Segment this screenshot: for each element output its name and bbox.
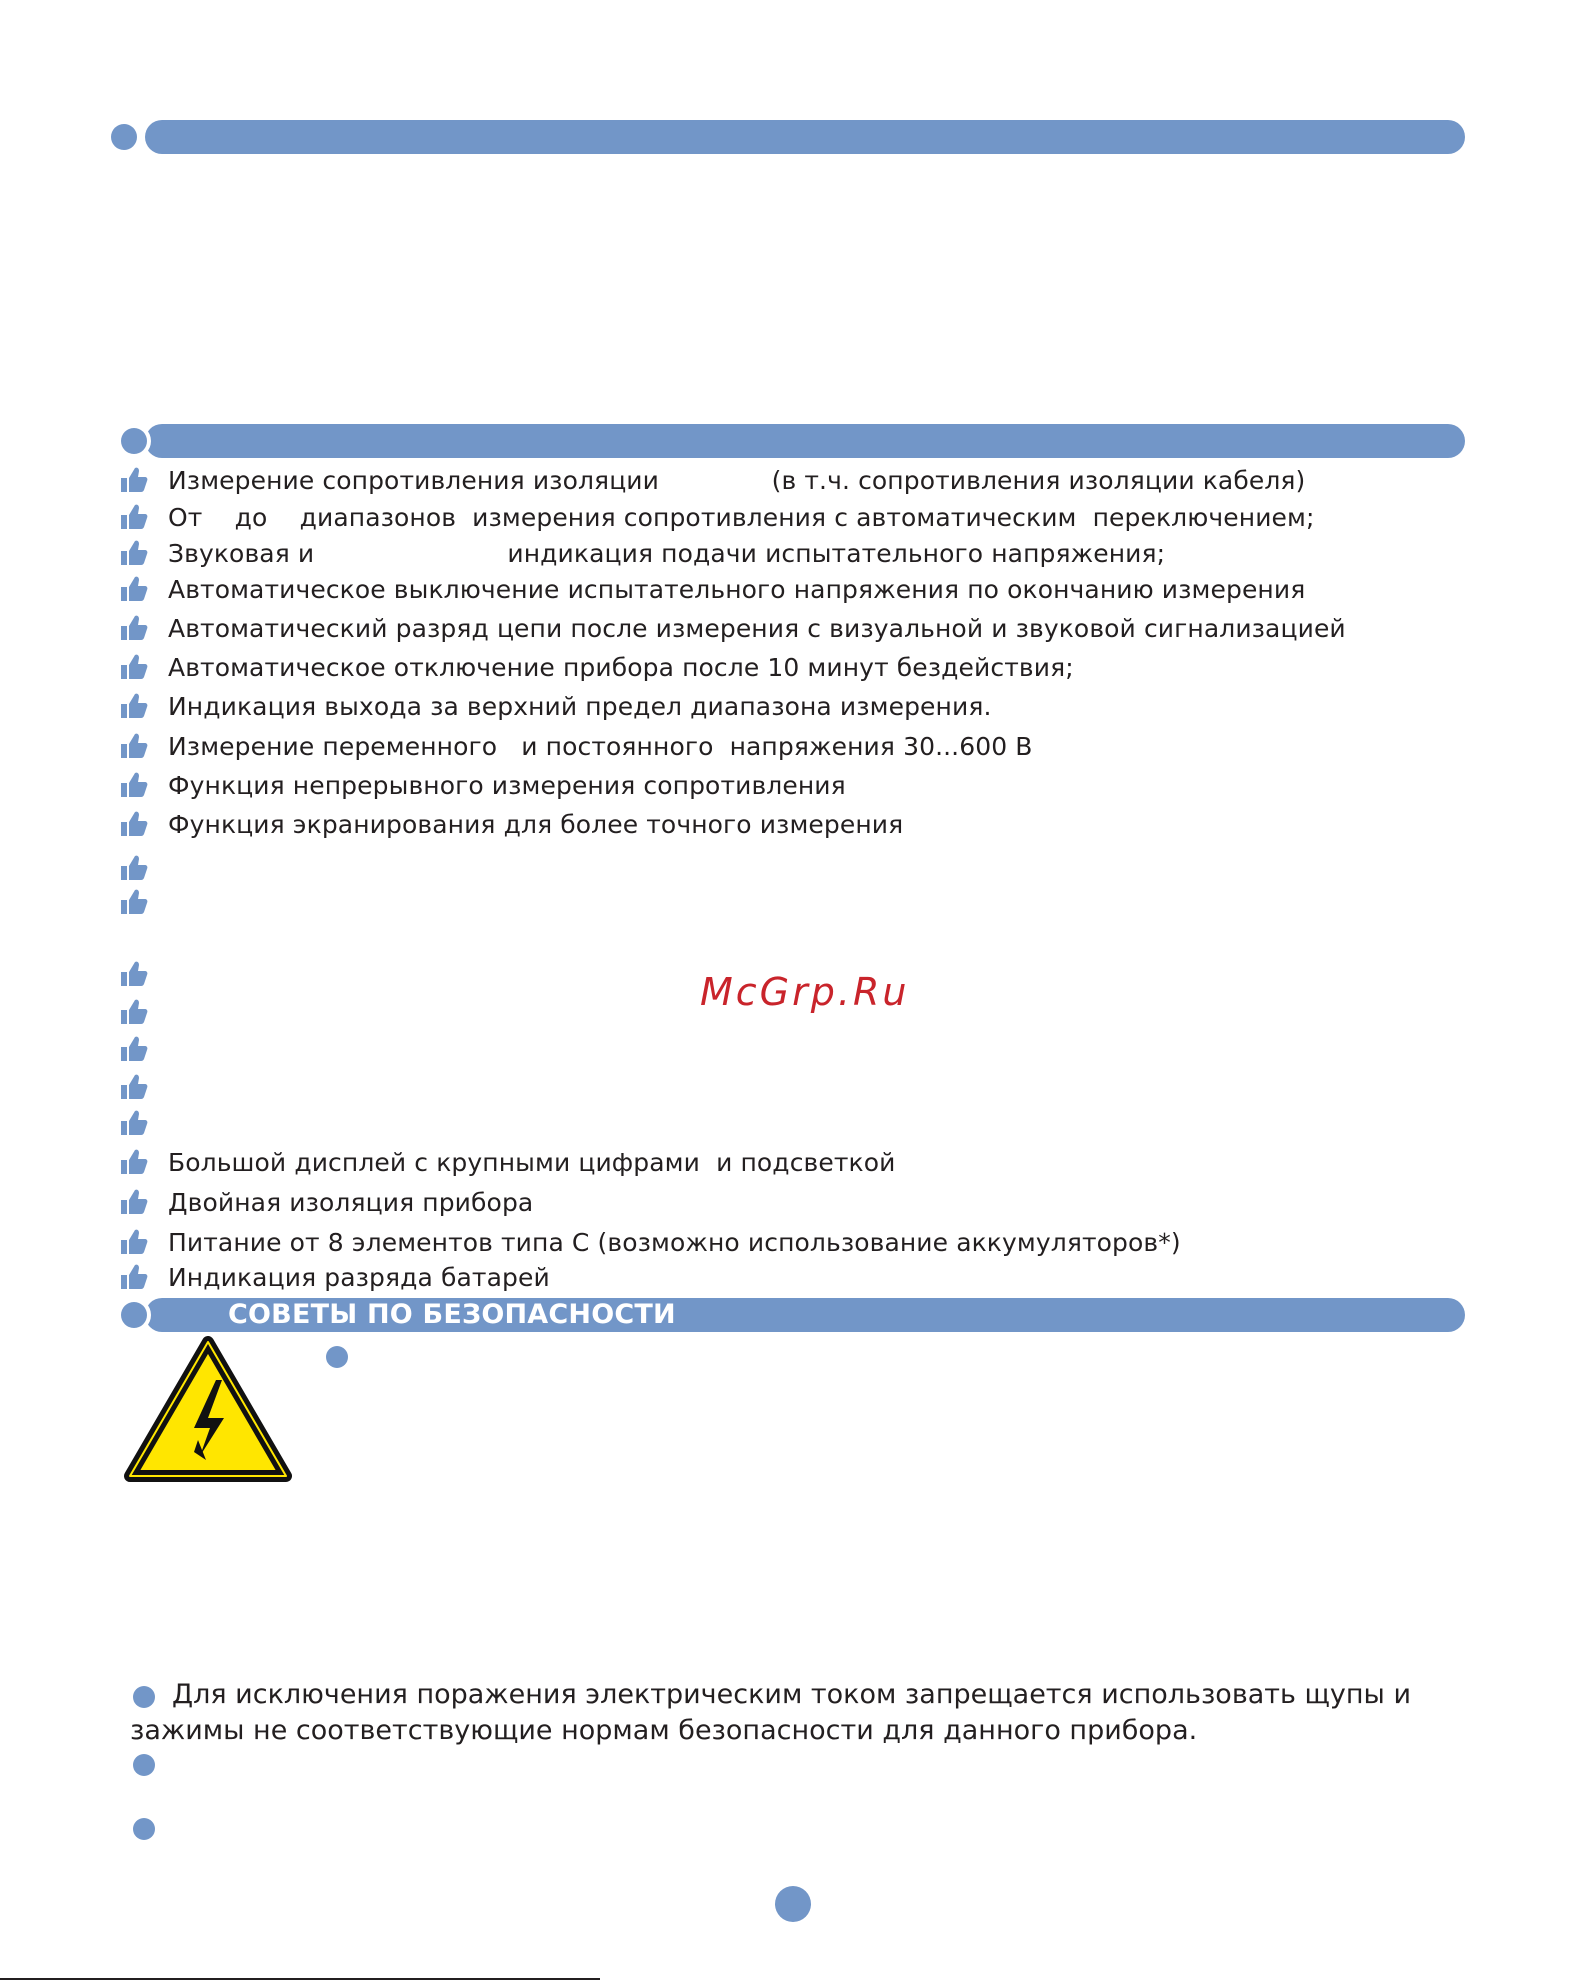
feature-item (118, 729, 1033, 763)
section-bar-features (145, 424, 1465, 458)
thumbs-up-icon (118, 1072, 148, 1102)
feature-item (118, 807, 903, 841)
safety-bullet-0 (326, 1346, 348, 1368)
feature-text: Функция непрерывного измерения сопротивления (168, 770, 846, 800)
section-bar-1 (145, 120, 1465, 154)
feature-text: Функция экранирования для более точного измерения (168, 809, 904, 839)
thumbs-up-icon (118, 691, 148, 721)
thumbs-up-icon (118, 613, 148, 643)
feature-text: Двойная изоляция прибора (168, 1187, 534, 1217)
feature-text: Звуковая и индикация подачи испытательного напряжения; (168, 538, 1166, 568)
thumbs-up-icon (118, 853, 148, 883)
thumbs-up-icon (118, 538, 148, 568)
feature-item (118, 1106, 168, 1140)
safety-bullet-3 (133, 1818, 155, 1840)
thumbs-up-icon (118, 997, 148, 1027)
thumbs-up-icon (118, 809, 148, 839)
high-voltage-warning-icon (124, 1336, 292, 1482)
thumbs-up-icon (118, 1262, 148, 1292)
page-number-dot (775, 1886, 811, 1922)
feature-text: Питание от 8 элементов типа С (возможно использование аккумуляторов*) (168, 1227, 1181, 1257)
section-dot-features (121, 428, 147, 454)
thumbs-up-icon (118, 959, 148, 989)
thumbs-up-icon (118, 502, 148, 532)
section-dot-1 (111, 124, 137, 150)
feature-item (118, 1070, 168, 1104)
feature-item (118, 768, 846, 802)
feature-item (118, 463, 1305, 497)
feature-text: Измерение сопротивления изоляции (в т.ч. сопротивления изоляции кабеля) (168, 465, 1306, 495)
section-dot-safety (121, 1302, 147, 1328)
feature-item (118, 995, 168, 1029)
thumbs-up-icon (118, 770, 148, 800)
feature-item (118, 689, 992, 723)
safety-section-title: СОВЕТЫ ПО БЕЗОПАСНОСТИ (228, 1299, 676, 1330)
feature-item (118, 650, 1074, 684)
footer-line (0, 1978, 600, 1980)
thumbs-up-icon (118, 1034, 148, 1064)
feature-text: Индикация разряда батарей (168, 1262, 550, 1292)
feature-text: Автоматическое отключение прибора после 10 минут бездействия; (168, 652, 1074, 682)
feature-item (118, 885, 168, 919)
feature-text: Измерение переменного и постоянного напряжения 30...600 В (168, 731, 1033, 761)
feature-item (118, 1225, 1181, 1259)
feature-text: Большой дисплей с крупными цифрами и подсветкой (168, 1147, 896, 1177)
thumbs-up-icon (118, 574, 148, 604)
feature-text: От до диапазонов измерения сопротивления с автоматическим переключением; (168, 502, 1315, 532)
feature-item (118, 1260, 550, 1294)
thumbs-up-icon (118, 887, 148, 917)
watermark: McGrp.Ru (700, 970, 910, 1014)
feature-text: Автоматическое выключение испытательного напряжения по окончанию измерения (168, 574, 1306, 604)
safety-bullet-2 (133, 1754, 155, 1776)
feature-item (118, 500, 1315, 534)
feature-item (118, 1185, 533, 1219)
thumbs-up-icon (118, 1227, 148, 1257)
feature-item (118, 1032, 168, 1066)
thumbs-up-icon (118, 1187, 148, 1217)
feature-item (118, 611, 1346, 645)
thumbs-up-icon (118, 652, 148, 682)
feature-text: Индикация выхода за верхний предел диапазона измерения. (168, 691, 992, 721)
feature-text: Автоматический разряд цепи после измерения с визуальной и звуковой сигнализацией (168, 613, 1346, 643)
feature-item (118, 1145, 895, 1179)
thumbs-up-icon (118, 1108, 148, 1138)
feature-item (118, 957, 168, 991)
safety-paragraph-1: Для исключения поражения электрическим током запрещается использовать щупы и зажимы не соответствующие нормам безопасности для данного прибора. (130, 1679, 1412, 1746)
thumbs-up-icon (118, 465, 148, 495)
thumbs-up-icon (118, 1147, 148, 1177)
feature-item (118, 851, 168, 885)
thumbs-up-icon (118, 731, 148, 761)
feature-item (118, 572, 1305, 606)
feature-item (118, 536, 1165, 570)
